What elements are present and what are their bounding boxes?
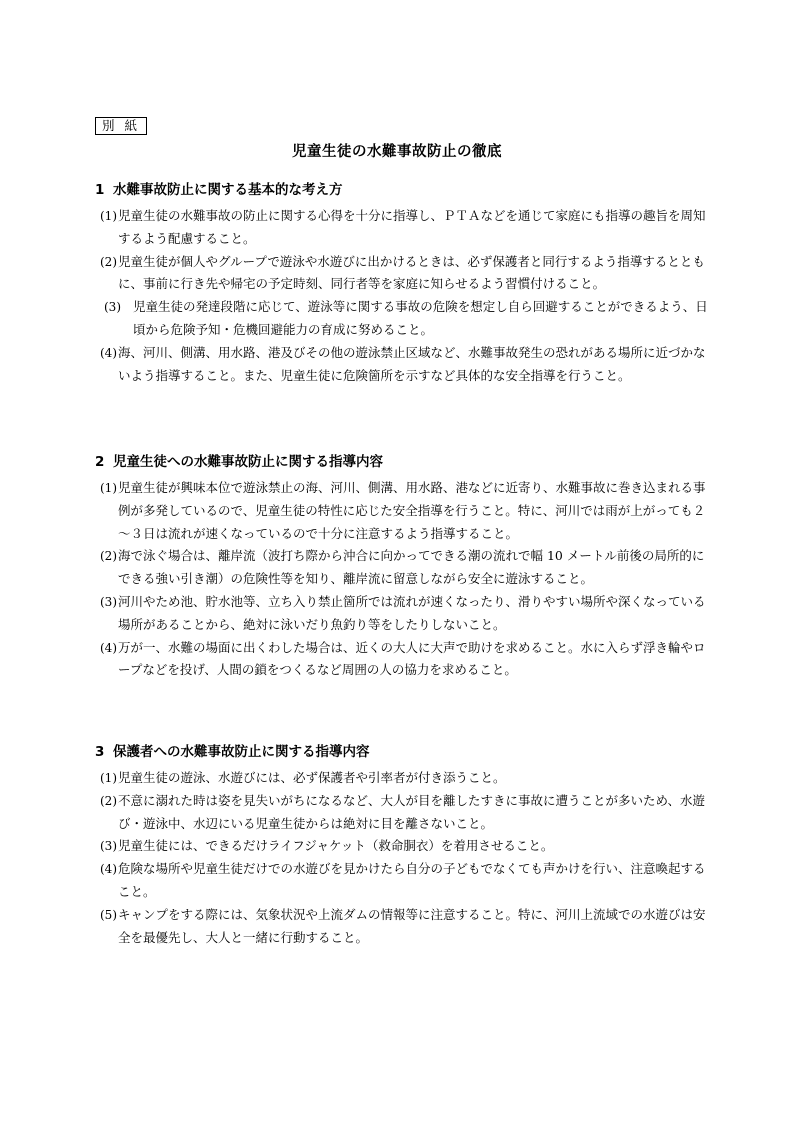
item-number: (4) <box>100 862 117 877</box>
section-heading <box>95 180 715 200</box>
item-text: 不意に溺れた時は姿を見失いがちになるなど、大人が目を離したすきに事故に遭うことが多いため、水遊び・遊泳中、水辺にいる児童生徒からは絶対に目を離さないこと。 <box>118 792 706 831</box>
section-2 <box>95 452 715 682</box>
list-item <box>95 767 715 790</box>
item-number: (3) <box>100 839 117 854</box>
item-number: (4) <box>100 345 117 360</box>
section-number: 1 <box>95 182 105 198</box>
item-number: (1) <box>100 481 117 495</box>
attachment-label: 別 紙 <box>95 117 147 135</box>
list-item <box>95 637 715 683</box>
section-title: 水難事故防止に関する基本的な考え方 <box>113 182 343 198</box>
list-item <box>95 835 715 858</box>
section-1 <box>95 180 715 387</box>
item-text: 海で泳ぐ場合は、離岸流（波打ち際から沖合に向かってできる潮の流れで幅 10 メートル前後の局所的にできる強い引き潮）の危険性等を知り、離岸流に留意しながら安全に遊泳すること。 <box>118 548 705 587</box>
item-text: 河川やため池、貯水池等、立ち入り禁止箇所では流れが速くなったり、滑りやすい場所や深くなっている場所があることから、絶対に泳いだり魚釣り等をしたりしないこと。 <box>118 593 706 632</box>
item-number: (4) <box>100 640 117 655</box>
item-text: 児童生徒の水難事故の防止に関する心得を十分に指導し、ＰＴＡなどを通じて家庭にも指導の趣旨を周知するよう配慮すること。 <box>118 208 706 246</box>
item-text: 万が一、水難の場面に出くわした場合は、近くの大人に大声で助けを求めること。水に入らず浮き輪やロープなどを投げ、人間の鎖をつくるなど周囲の人の協力を求めること。 <box>118 639 706 678</box>
list-item <box>95 545 715 591</box>
item-text: 海、河川、側溝、用水路、港及びその他の遊泳禁止区域など、水難事故発生の恐れがある場所に近づかないよう指導すること。また、児童生徒に危険箇所を示すなど具体的な安全指導を行うこと。 <box>118 344 706 383</box>
list-item <box>95 296 715 342</box>
item-number: (5) <box>100 907 117 922</box>
item-text: 児童生徒には、できるだけライフジャケット（救命胴衣）を着用させること。 <box>118 838 554 854</box>
list-item <box>95 790 715 836</box>
list-item <box>95 858 715 904</box>
list-item <box>95 205 715 251</box>
section-number: 3 <box>95 744 105 760</box>
item-text: 児童生徒の発達段階に応じて、遊泳等に関する事故の危険を想定し自ら回避することができるよう、日頃から危険予知・危機回避能力の育成に努めること。 <box>133 299 708 337</box>
item-number: (3) <box>104 300 121 315</box>
section-heading <box>95 742 715 762</box>
document-title: 児童生徒の水難事故防止の徹底 <box>292 144 502 160</box>
item-number: (1) <box>100 771 117 785</box>
section-title: 保護者への水難事故防止に関する指導内容 <box>113 744 370 760</box>
section-number: 2 <box>95 454 105 470</box>
list-item <box>95 904 715 950</box>
item-number: (2) <box>100 793 117 808</box>
item-text: 児童生徒が興味本位で遊泳禁止の海、河川、側溝、用水路、港などに近寄り、水難事故に巻き込まれる事例が多発しているので、児童生徒の特性に応じた安全指導を行うこと。特に、河川では雨が上がっても２～３日は流れが速くなっているので十分に注意するよう指導すること。 <box>118 480 706 541</box>
item-text: 児童生徒の遊泳、水遊びには、必ず保護者や引率者が付き添うこと。 <box>118 770 506 785</box>
item-number: (2) <box>100 254 117 269</box>
item-text: 危険な場所や児童生徒だけでの水遊びを見かけたら自分の子どもでなくても声かけを行い、注意喚起すること。 <box>118 861 706 899</box>
list-item <box>95 591 715 637</box>
section-title: 児童生徒への水難事故防止に関する指導内容 <box>113 454 383 470</box>
section-3 <box>95 742 715 949</box>
section-heading <box>95 452 715 472</box>
list-item <box>95 342 715 388</box>
list-item <box>95 477 715 545</box>
list-item <box>95 251 715 297</box>
item-number: (3) <box>100 594 117 609</box>
item-number: (2) <box>100 549 117 564</box>
item-number: (1) <box>100 209 117 223</box>
item-text: 児童生徒が個人やグループで遊泳や水遊びに出かけるときは、必ず保護者と同行するよう指導するとともに、事前に行き先や帰宅の予定時刻、同行者等を家庭に知らせるよう習慣付けること。 <box>118 253 705 292</box>
item-text: キャンプをする際には、気象状況や上流ダムの情報等に注意すること。特に、河川上流域での水遊びは安全を最優先し、大人と一緒に行動すること。 <box>118 906 706 945</box>
